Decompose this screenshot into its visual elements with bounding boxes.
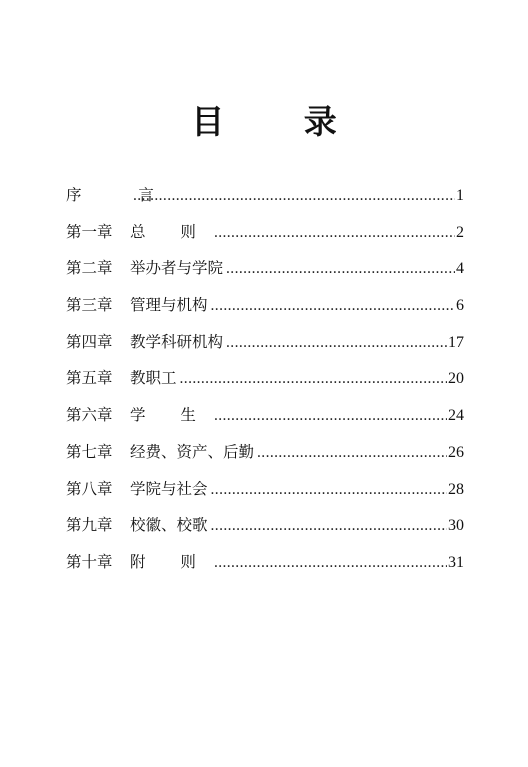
chapter-title: 附 则 [130, 552, 211, 571]
dot-leader [133, 187, 455, 205]
chapter-title: 举办者与学院 [130, 259, 224, 278]
table-of-contents [66, 183, 464, 587]
chapter-number: 第七章 [66, 442, 113, 461]
chapter-title: 总 则 [130, 222, 211, 241]
dot-leader [180, 370, 447, 388]
chapter-title: 教学科研机构 [130, 332, 224, 351]
toc-title: 目 录 [191, 102, 371, 141]
page-number: 28 [448, 480, 464, 498]
dot-leader [214, 554, 447, 572]
chapter-number: 序 言 [66, 186, 180, 204]
toc-entry-chapter-5[interactable] [66, 366, 464, 403]
chapter-number: 第二章 [66, 259, 113, 278]
page-number: 6 [456, 297, 464, 315]
chapter-title: 学 生 [130, 406, 211, 425]
chapter-title: 学院与社会 [130, 479, 208, 498]
page-number: 20 [448, 370, 464, 388]
toc-entry-chapter-4[interactable] [66, 330, 464, 367]
chapter-number: 第三章 [66, 296, 113, 315]
chapter-number: 第一章 [66, 222, 113, 241]
chapter-title: 教职工 [130, 369, 177, 388]
chapter-title: 校徽、校歌 [130, 516, 208, 535]
toc-entry-chapter-9[interactable] [66, 513, 464, 550]
toc-entry-preface[interactable] [66, 183, 464, 220]
page-number: 26 [448, 443, 464, 461]
dot-leader [257, 444, 447, 462]
chapter-number: 第十章 [66, 552, 113, 571]
toc-entry-chapter-3[interactable] [66, 293, 464, 330]
chapter-number: 第六章 [66, 406, 113, 425]
page-number: 17 [448, 333, 464, 351]
chapter-number: 第九章 [66, 516, 113, 535]
dot-leader [214, 224, 455, 242]
toc-entry-chapter-10[interactable] [66, 550, 464, 587]
chapter-number: 第五章 [66, 369, 113, 388]
toc-entry-chapter-6[interactable] [66, 403, 464, 440]
page-number: 24 [448, 407, 464, 425]
chapter-title: 管理与机构 [130, 296, 208, 315]
page-number: 1 [456, 187, 464, 204]
toc-entry-chapter-1[interactable] [66, 220, 464, 257]
dot-leader [214, 407, 447, 425]
page-number: 4 [456, 260, 464, 278]
dot-leader [211, 517, 447, 535]
toc-entry-chapter-2[interactable] [66, 256, 464, 293]
chapter-number: 第四章 [66, 332, 113, 351]
page-number: 30 [448, 517, 464, 535]
chapter-number: 第八章 [66, 479, 113, 498]
page-number: 2 [456, 223, 464, 241]
dot-leader [226, 334, 447, 352]
dot-leader [211, 297, 455, 315]
page-number: 31 [448, 553, 464, 571]
dot-leader [211, 481, 447, 499]
chapter-title: 经费、资产、后勤 [130, 442, 255, 461]
toc-entry-chapter-7[interactable] [66, 440, 464, 477]
dot-leader [226, 260, 455, 278]
toc-entry-chapter-8[interactable] [66, 477, 464, 514]
